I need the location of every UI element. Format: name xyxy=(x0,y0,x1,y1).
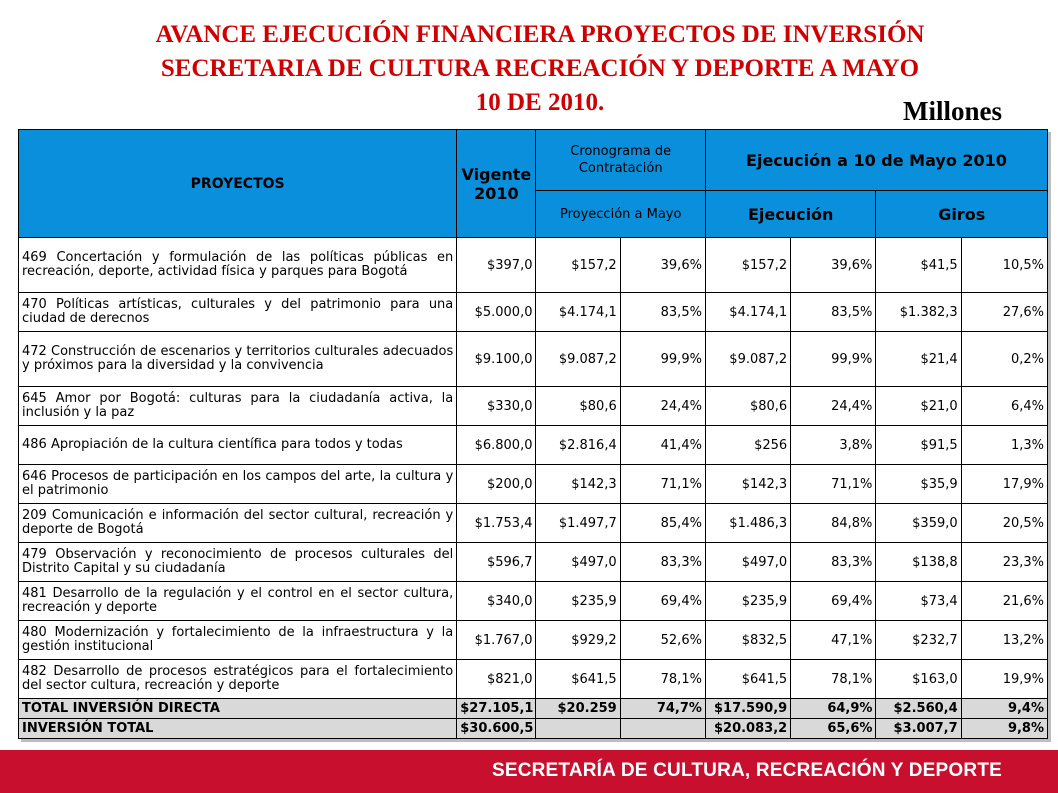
cell-giros-valor: $359,0 xyxy=(876,504,961,543)
cell-giros-pct: 23,3% xyxy=(961,543,1047,582)
cell-ejecucion-valor: $157,2 xyxy=(705,238,790,293)
cell-vigente: $5.000,0 xyxy=(457,293,536,332)
cell-proyeccion-pct: 71,1% xyxy=(620,465,705,504)
cell-vigente: $330,0 xyxy=(457,387,536,426)
cell-proyeccion-pct: 39,6% xyxy=(620,238,705,293)
header-ejecucion-mayo: Ejecución a 10 de Mayo 2010 xyxy=(705,130,1047,191)
cell-ejecucion-valor: $256 xyxy=(705,426,790,465)
cell-proyecto: 470 Políticas artísticas, culturales y del patrimonio para una ciudad de derecnos xyxy=(19,293,457,332)
cell-proyeccion-valor: $4.174,1 xyxy=(536,293,620,332)
total-cell-giros-pct: 9,4% xyxy=(961,699,1047,719)
cell-giros-pct: 6,4% xyxy=(961,387,1047,426)
cell-giros-valor: $91,5 xyxy=(876,426,961,465)
cell-giros-valor: $21,4 xyxy=(876,332,961,387)
cell-proyeccion-pct: 24,4% xyxy=(620,387,705,426)
financial-table xyxy=(18,129,1048,739)
cell-proyeccion-valor: $497,0 xyxy=(536,543,620,582)
table-row xyxy=(19,543,1048,582)
cell-proyeccion-valor: $929,2 xyxy=(536,621,620,660)
table-row xyxy=(19,332,1048,387)
cell-giros-pct: 21,6% xyxy=(961,582,1047,621)
table-body xyxy=(19,238,1048,739)
cell-proyecto: 645 Amor por Bogotá: culturas para la ciudadanía activa, la inclusión y la paz xyxy=(19,387,457,426)
total-cell-vigente: $30.600,5 xyxy=(457,719,536,739)
cell-ejecucion-pct: 99,9% xyxy=(791,332,876,387)
total-cell-giros-valor: $3.007,7 xyxy=(876,719,961,739)
cell-proyeccion-valor: $157,2 xyxy=(536,238,620,293)
cell-vigente: $1.767,0 xyxy=(457,621,536,660)
cell-proyeccion-pct: 99,9% xyxy=(620,332,705,387)
cell-proyeccion-valor: $80,6 xyxy=(536,387,620,426)
table-row xyxy=(19,238,1048,293)
cell-vigente: $340,0 xyxy=(457,582,536,621)
cell-proyeccion-pct: 85,4% xyxy=(620,504,705,543)
cell-giros-valor: $35,9 xyxy=(876,465,961,504)
cell-ejecucion-pct: 71,1% xyxy=(791,465,876,504)
total-cell-proyeccion-valor xyxy=(536,719,620,739)
cell-giros-valor: $138,8 xyxy=(876,543,961,582)
title-line-1: AVANCE EJECUCIÓN FINANCIERA PROYECTOS DE INVERSIÓN xyxy=(155,21,925,48)
total-cell-proyeccion-pct xyxy=(620,719,705,739)
cell-ejecucion-pct: 24,4% xyxy=(791,387,876,426)
total-cell-proyecto: TOTAL INVERSIÓN DIRECTA xyxy=(19,699,457,719)
cell-giros-valor: $21,0 xyxy=(876,387,961,426)
total-row xyxy=(19,719,1048,739)
cell-vigente: $821,0 xyxy=(457,660,536,699)
cell-ejecucion-pct: 78,1% xyxy=(791,660,876,699)
cell-vigente: $1.753,4 xyxy=(457,504,536,543)
cell-giros-valor: $1.382,3 xyxy=(876,293,961,332)
cell-giros-pct: 0,2% xyxy=(961,332,1047,387)
cell-giros-valor: $163,0 xyxy=(876,660,961,699)
total-cell-giros-valor: $2.560,4 xyxy=(876,699,961,719)
total-cell-giros-pct: 9,8% xyxy=(961,719,1047,739)
cell-proyeccion-pct: 41,4% xyxy=(620,426,705,465)
total-cell-ejecucion-pct: 64,9% xyxy=(791,699,876,719)
cell-proyecto: 481 Desarrollo de la regulación y el control en el sector cultura, recreación y deporte xyxy=(19,582,457,621)
cell-proyeccion-pct: 52,6% xyxy=(620,621,705,660)
header-giros: Giros xyxy=(876,191,1048,238)
cell-ejecucion-pct: 47,1% xyxy=(791,621,876,660)
cell-ejecucion-pct: 69,4% xyxy=(791,582,876,621)
cell-ejecucion-pct: 39,6% xyxy=(791,238,876,293)
cell-proyeccion-pct: 83,3% xyxy=(620,543,705,582)
title-line-3: 10 DE 2010. xyxy=(475,89,605,116)
title-line-2: SECRETARIA DE CULTURA RECREACIÓN Y DEPORTE A MAYO xyxy=(160,55,920,82)
header-vigente: Vigente 2010 xyxy=(457,130,536,238)
total-cell-ejecucion-valor: $17.590,9 xyxy=(705,699,790,719)
cell-proyeccion-valor: $9.087,2 xyxy=(536,332,620,387)
cell-ejecucion-valor: $4.174,1 xyxy=(705,293,790,332)
header-cronograma: Cronograma de Contratación xyxy=(536,130,705,191)
unit-label: Millones xyxy=(903,96,1002,126)
cell-giros-pct: 1,3% xyxy=(961,426,1047,465)
cell-ejecucion-pct: 84,8% xyxy=(791,504,876,543)
cell-ejecucion-pct: 83,3% xyxy=(791,543,876,582)
total-row xyxy=(19,699,1048,719)
cell-proyeccion-valor: $142,3 xyxy=(536,465,620,504)
cell-proyecto: 482 Desarrollo de procesos estratégicos para el fortalecimiento del sector cultura, recreación y deporte xyxy=(19,660,457,699)
cell-giros-pct: 20,5% xyxy=(961,504,1047,543)
cell-ejecucion-pct: 83,5% xyxy=(791,293,876,332)
cell-vigente: $6.800,0 xyxy=(457,426,536,465)
total-cell-proyeccion-pct: 74,7% xyxy=(620,699,705,719)
financial-table-container xyxy=(18,129,1048,739)
table-row xyxy=(19,660,1048,699)
cell-proyeccion-valor: $1.497,7 xyxy=(536,504,620,543)
total-cell-proyecto: INVERSIÓN TOTAL xyxy=(19,719,457,739)
cell-proyecto: 486 Apropiación de la cultura científica para todos y todas xyxy=(19,426,457,465)
cell-giros-pct: 10,5% xyxy=(961,238,1047,293)
cell-vigente: $397,0 xyxy=(457,238,536,293)
cell-ejecucion-valor: $80,6 xyxy=(705,387,790,426)
table-row xyxy=(19,621,1048,660)
cell-proyecto: 479 Observación y reconocimiento de procesos culturales del Distrito Capital y su ciudadanía xyxy=(19,543,457,582)
cell-proyeccion-valor: $2.816,4 xyxy=(536,426,620,465)
cell-giros-valor: $41,5 xyxy=(876,238,961,293)
cell-vigente: $200,0 xyxy=(457,465,536,504)
cell-proyecto: 646 Procesos de participación en los campos del arte, la cultura y el patrimonio xyxy=(19,465,457,504)
cell-proyecto: 209 Comunicación e información del sector cultural, recreación y deporte de Bogotá xyxy=(19,504,457,543)
cell-proyeccion-valor: $235,9 xyxy=(536,582,620,621)
table-row xyxy=(19,582,1048,621)
cell-vigente: $596,7 xyxy=(457,543,536,582)
cell-giros-pct: 27,6% xyxy=(961,293,1047,332)
total-cell-proyeccion-valor: $20.259 xyxy=(536,699,620,719)
total-cell-vigente: $27.105,1 xyxy=(457,699,536,719)
cell-ejecucion-valor: $142,3 xyxy=(705,465,790,504)
cell-proyecto: 480 Modernización y fortalecimiento de la infraestructura y la gestión institucional xyxy=(19,621,457,660)
cell-proyeccion-pct: 69,4% xyxy=(620,582,705,621)
cell-ejecucion-valor: $9.087,2 xyxy=(705,332,790,387)
cell-giros-pct: 17,9% xyxy=(961,465,1047,504)
total-cell-ejecucion-pct: 65,6% xyxy=(791,719,876,739)
page-title xyxy=(60,18,1020,120)
header-proyeccion: Proyección a Mayo xyxy=(536,191,705,238)
cell-giros-valor: $73,4 xyxy=(876,582,961,621)
cell-proyeccion-valor: $641,5 xyxy=(536,660,620,699)
header-proyectos: PROYECTOS xyxy=(19,130,457,238)
table-row xyxy=(19,504,1048,543)
footer-bar xyxy=(0,750,1058,793)
cell-giros-pct: 19,9% xyxy=(961,660,1047,699)
cell-vigente: $9.100,0 xyxy=(457,332,536,387)
cell-ejecucion-valor: $235,9 xyxy=(705,582,790,621)
cell-ejecucion-valor: $641,5 xyxy=(705,660,790,699)
table-row xyxy=(19,387,1048,426)
table-row xyxy=(19,465,1048,504)
cell-ejecucion-valor: $497,0 xyxy=(705,543,790,582)
cell-proyecto: 472 Construcción de escenarios y territorios culturales adecuados y próximos para la diversidad y la convivencia xyxy=(19,332,457,387)
total-cell-ejecucion-valor: $20.083,2 xyxy=(705,719,790,739)
cell-giros-pct: 13,2% xyxy=(961,621,1047,660)
table-row xyxy=(19,426,1048,465)
cell-proyeccion-pct: 83,5% xyxy=(620,293,705,332)
cell-giros-valor: $232,7 xyxy=(876,621,961,660)
cell-ejecucion-pct: 3,8% xyxy=(791,426,876,465)
cell-proyecto: 469 Concertación y formulación de las políticas públicas en recreación, deporte, actividad física y parques para Bogotá xyxy=(19,238,457,293)
header-ejecucion: Ejecución xyxy=(705,191,875,238)
table-row xyxy=(19,293,1048,332)
cell-ejecucion-valor: $1.486,3 xyxy=(705,504,790,543)
cell-proyeccion-pct: 78,1% xyxy=(620,660,705,699)
footer-text: SECRETARÍA DE CULTURA, RECREACIÓN Y DEPORTE xyxy=(491,760,1002,781)
cell-ejecucion-valor: $832,5 xyxy=(705,621,790,660)
